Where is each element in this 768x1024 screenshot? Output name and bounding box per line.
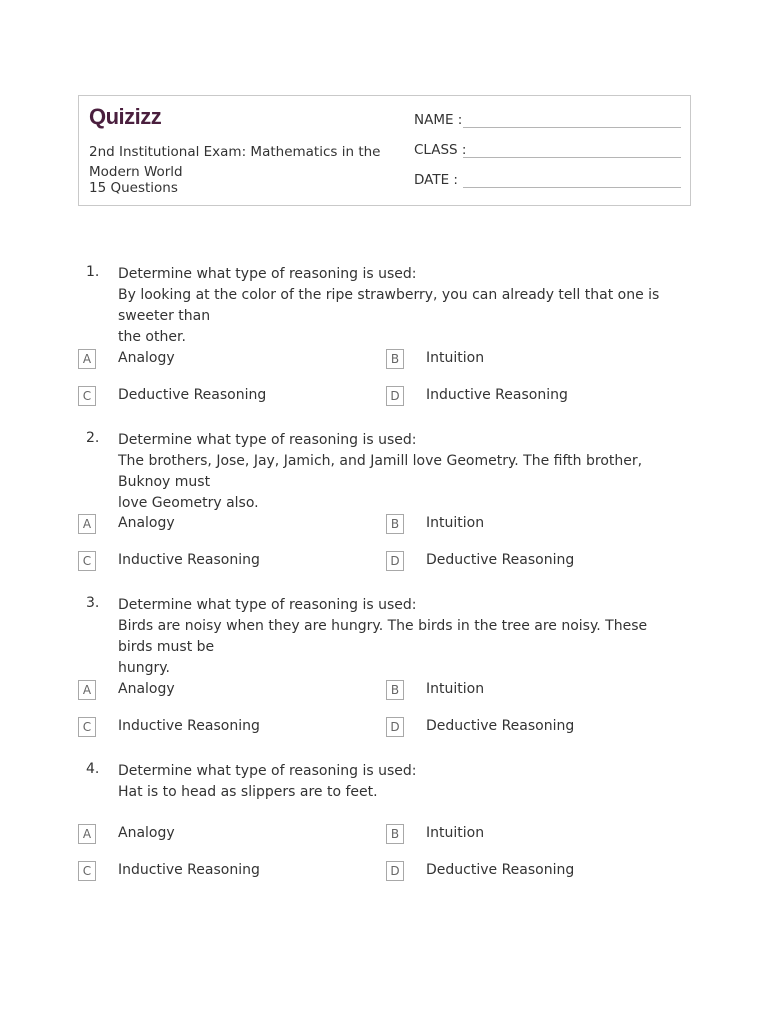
option-text: Intuition [426, 825, 485, 841]
option-letter-box: C [78, 861, 96, 881]
option-letter-box: A [78, 349, 96, 369]
option-letter-box: B [386, 680, 404, 700]
option-letter-box: D [386, 386, 404, 406]
option-letter-box: A [78, 680, 96, 700]
question-line: Determine what type of reasoning is used: [118, 432, 417, 448]
question-number: 3. [86, 595, 100, 611]
option-text: Deductive Reasoning [426, 718, 575, 734]
question-number: 4. [86, 761, 100, 777]
question-text [118, 430, 686, 514]
option-text: Deductive Reasoning [118, 387, 267, 403]
question-line: Determine what type of reasoning is used: [118, 763, 417, 779]
date-line[interactable] [463, 187, 681, 188]
option-text: Analogy [118, 825, 175, 841]
option-letter-box: C [78, 717, 96, 737]
exam-title: 2nd Institutional Exam: Mathematics in the Modern World [89, 144, 381, 180]
question-text [118, 264, 686, 348]
option-text: Intuition [426, 681, 485, 697]
option-letter-box: B [386, 349, 404, 369]
option-letter-box: C [78, 386, 96, 406]
option-letter-box: B [386, 514, 404, 534]
quizizz-logo: Quizizz [89, 104, 162, 129]
question-line: By looking at the color of the ripe strawberry, you can already tell that one is sweeter than [118, 287, 664, 324]
option-text: Inductive Reasoning [118, 862, 260, 878]
date-label: DATE : [414, 172, 458, 188]
option-text: Intuition [426, 350, 485, 366]
option-letter-box: C [78, 551, 96, 571]
name-label: NAME : [414, 112, 463, 128]
option-letter-box: D [386, 551, 404, 571]
question-count: 15 Questions [89, 180, 178, 196]
option-letter-box: A [78, 514, 96, 534]
question-text [118, 595, 686, 679]
question-line: Determine what type of reasoning is used: [118, 266, 417, 282]
question-line: Hat is to head as slippers are to feet. [118, 784, 378, 800]
option-letter-box: A [78, 824, 96, 844]
question-text [118, 761, 686, 803]
option-text: Intuition [426, 515, 485, 531]
class-label: CLASS : [414, 142, 467, 158]
class-line[interactable] [463, 157, 681, 158]
name-line[interactable] [463, 127, 681, 128]
question-line: the other. [118, 329, 186, 345]
option-text: Analogy [118, 350, 175, 366]
option-text: Deductive Reasoning [426, 862, 575, 878]
option-letter-box: B [386, 824, 404, 844]
option-letter-box: D [386, 861, 404, 881]
question-line: Birds are noisy when they are hungry. The birds in the tree are noisy. These birds must be [118, 618, 652, 655]
question-line: The brothers, Jose, Jay, Jamich, and Jamill love Geometry. The fifth brother, Buknoy must [118, 453, 647, 490]
question-number: 2. [86, 430, 100, 446]
question-line: Determine what type of reasoning is used: [118, 597, 417, 613]
option-text: Inductive Reasoning [426, 387, 568, 403]
question-number: 1. [86, 264, 100, 280]
option-letter-box: D [386, 717, 404, 737]
question-line: love Geometry also. [118, 495, 259, 511]
option-text: Deductive Reasoning [426, 552, 575, 568]
option-text: Inductive Reasoning [118, 552, 260, 568]
option-text: Analogy [118, 681, 175, 697]
option-text: Inductive Reasoning [118, 718, 260, 734]
worksheet-header [78, 95, 691, 206]
option-text: Analogy [118, 515, 175, 531]
question-line: hungry. [118, 660, 171, 676]
